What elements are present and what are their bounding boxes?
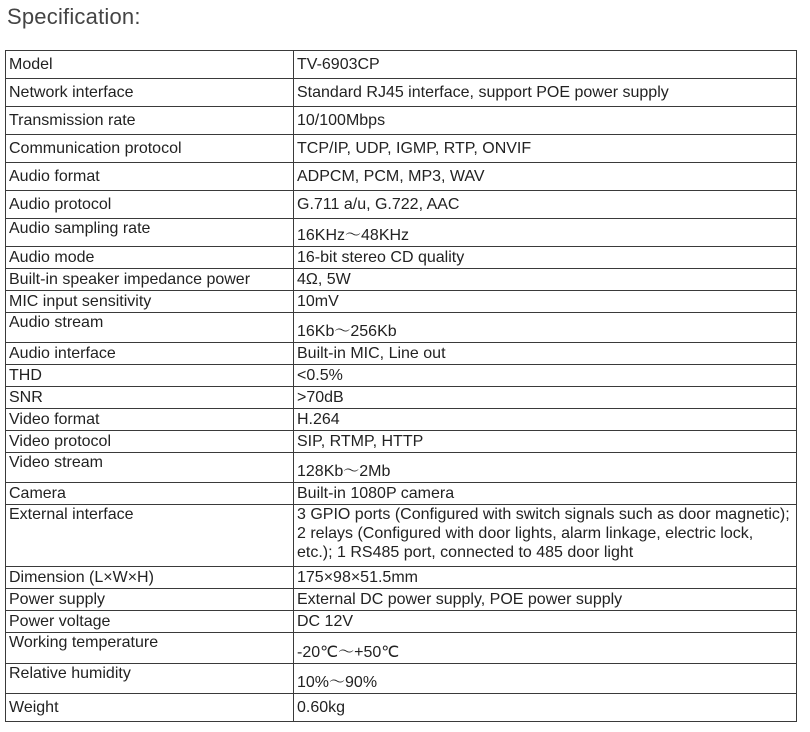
- spec-label: Audio format: [6, 163, 294, 191]
- spec-label: Network interface: [6, 79, 294, 107]
- specification-table: [5, 50, 797, 722]
- spec-label: SNR: [6, 387, 294, 409]
- table-row: [6, 51, 797, 79]
- table-row: [6, 611, 797, 633]
- table-row: [6, 365, 797, 387]
- table-row: [6, 79, 797, 107]
- spec-label: Video format: [6, 409, 294, 431]
- spec-label: Audio interface: [6, 343, 294, 365]
- table-row: [6, 219, 797, 247]
- table-row: [6, 343, 797, 365]
- spec-label: Audio protocol: [6, 191, 294, 219]
- spec-value: -20℃～+50℃: [294, 633, 797, 664]
- spec-label: Camera: [6, 483, 294, 505]
- spec-value: TV-6903CP: [294, 51, 797, 79]
- table-row: [6, 135, 797, 163]
- table-row: [6, 291, 797, 313]
- spec-label: Audio stream: [6, 313, 294, 343]
- spec-label: MIC input sensitivity: [6, 291, 294, 313]
- spec-value: <0.5%: [294, 365, 797, 387]
- table-row: [6, 191, 797, 219]
- spec-value: TCP/IP, UDP, IGMP, RTP, ONVIF: [294, 135, 797, 163]
- table-row: [6, 664, 797, 694]
- spec-value: External DC power supply, POE power supply: [294, 589, 797, 611]
- spec-label: Video protocol: [6, 431, 294, 453]
- spec-label: Audio sampling rate: [6, 219, 294, 247]
- spec-value: 16KHz～48KHz: [294, 219, 797, 247]
- table-row: [6, 633, 797, 664]
- spec-label: Communication protocol: [6, 135, 294, 163]
- spec-value: >70dB: [294, 387, 797, 409]
- spec-value: 16Kb～256Kb: [294, 313, 797, 343]
- table-row: [6, 247, 797, 269]
- table-row: [6, 505, 797, 567]
- table-row: [6, 694, 797, 722]
- table-row: [6, 269, 797, 291]
- spec-value: 175×98×51.5mm: [294, 567, 797, 589]
- spec-value: Standard RJ45 interface, support POE power supply: [294, 79, 797, 107]
- spec-value: 0.60kg: [294, 694, 797, 722]
- spec-value: Built-in 1080P camera: [294, 483, 797, 505]
- spec-value: 128Kb～2Mb: [294, 453, 797, 483]
- spec-value: ADPCM, PCM, MP3, WAV: [294, 163, 797, 191]
- spec-label: External interface: [6, 505, 294, 567]
- table-row: [6, 387, 797, 409]
- spec-value: H.264: [294, 409, 797, 431]
- spec-value: 3 GPIO ports (Configured with switch signals such as door magnetic); 2 relays (Configured with door lights, alarm linkage, electric lock, etc.); 1 RS485 port, connected to 485 door light: [294, 505, 797, 567]
- spec-label: Power supply: [6, 589, 294, 611]
- spec-label: Relative humidity: [6, 664, 294, 694]
- spec-value: 4Ω, 5W: [294, 269, 797, 291]
- table-row: [6, 163, 797, 191]
- table-row: [6, 483, 797, 505]
- spec-value: Built-in MIC, Line out: [294, 343, 797, 365]
- table-row: [6, 431, 797, 453]
- spec-value: 10/100Mbps: [294, 107, 797, 135]
- spec-label: Weight: [6, 694, 294, 722]
- spec-label: Built-in speaker impedance power: [6, 269, 294, 291]
- spec-label: THD: [6, 365, 294, 387]
- table-row: [6, 567, 797, 589]
- table-row: [6, 313, 797, 343]
- spec-value: 10%～90%: [294, 664, 797, 694]
- spec-label: Power voltage: [6, 611, 294, 633]
- spec-value: G.711 a/u, G.722, AAC: [294, 191, 797, 219]
- spec-value: 10mV: [294, 291, 797, 313]
- spec-label: Transmission rate: [6, 107, 294, 135]
- spec-label: Working temperature: [6, 633, 294, 664]
- spec-value: SIP, RTMP, HTTP: [294, 431, 797, 453]
- table-row: [6, 107, 797, 135]
- spec-label: Model: [6, 51, 294, 79]
- spec-value: DC 12V: [294, 611, 797, 633]
- spec-value: 16-bit stereo CD quality: [294, 247, 797, 269]
- spec-label: Audio mode: [6, 247, 294, 269]
- table-row: [6, 453, 797, 483]
- table-row: [6, 589, 797, 611]
- spec-label: Dimension (L×W×H): [6, 567, 294, 589]
- table-row: [6, 409, 797, 431]
- spec-label: Video stream: [6, 453, 294, 483]
- page-title: Specification:: [7, 4, 141, 29]
